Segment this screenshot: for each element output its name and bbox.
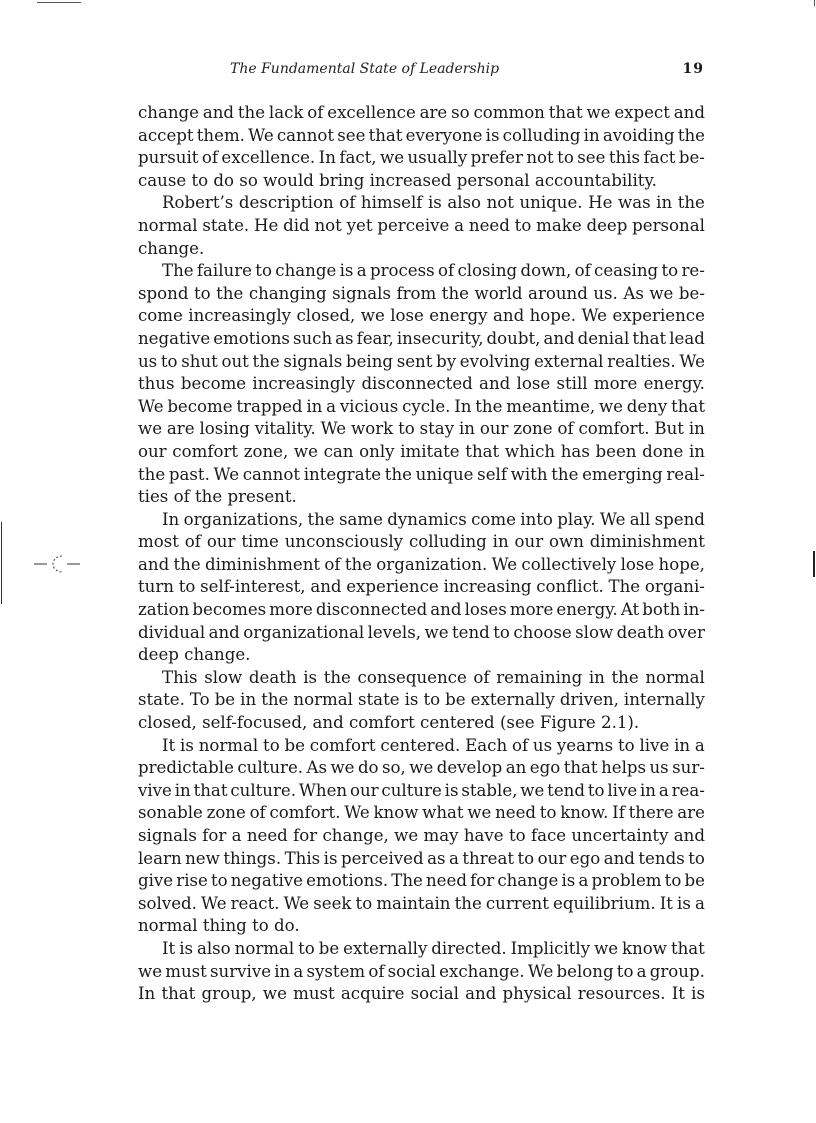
binding-bar-right <box>813 551 815 577</box>
text-line: deep change. <box>138 645 251 665</box>
text-line: Robert’s description of himself is also not unique. He was in the <box>162 193 705 213</box>
text-line: predictable culture. As we do so, we develop an ego that helps us sur- <box>138 758 705 778</box>
text-line: In organizations, the same dynamics come into play. We all spend <box>162 509 705 529</box>
text-line: We become trapped in a vicious cycle. In the meantime, we deny that <box>138 396 705 416</box>
text-line: accept them. We cannot see that everyone is colluding in avoiding the <box>138 125 705 145</box>
text-line: negative emotions such as fear, insecurity, doubt, and denial that lead <box>138 328 705 348</box>
text-line: state. To be in the normal state is to be externally driven, internally <box>138 690 705 710</box>
text-line: most of our time unconsciously colluding in our own diminishment <box>138 532 705 552</box>
text-line: sonable zone of comfort. We know what we need to know. If there are <box>138 803 705 823</box>
text-line: It is normal to be comfort centered. Each of us yearns to live in a <box>162 735 705 755</box>
text-line: learn new things. This is perceived as a threat to our ego and tends to <box>138 848 705 868</box>
text-line: ties of the present. <box>138 487 297 507</box>
text-line: change. <box>138 238 205 258</box>
text-line: closed, self-focused, and comfort centered (see Figure 2.1). <box>138 713 640 733</box>
text-line: normal state. He did not yet perceive a need to make deep personal <box>138 215 705 235</box>
text-line: spond to the changing signals from the world around us. As we be- <box>138 283 705 303</box>
text-line: give rise to negative emotions. The need for change is a problem to be <box>138 871 705 891</box>
crop-mark-top-right <box>814 0 815 6</box>
text-line: dividual and organizational levels, we tend to choose slow death over <box>138 622 705 642</box>
running-title: The Fundamental State of Leadership <box>230 61 500 77</box>
text-line: we are losing vitality. We work to stay in our zone of comfort. But in <box>138 419 705 439</box>
text-line: and the diminishment of the organization. We collectively lose hope, <box>138 554 705 574</box>
text-line: cause to do so would bring increased personal accountability. <box>138 170 657 190</box>
text-line: thus become increasingly disconnected and lose still more energy. <box>138 374 705 394</box>
text-line: turn to self-interest, and experience increasing conflict. The organi- <box>138 577 705 597</box>
text-line: vive in that culture. When our culture is stable, we tend to live in a rea- <box>138 780 705 800</box>
text-line: come increasingly closed, we lose energy and hope. We experience <box>138 306 705 326</box>
text-line: It is also normal to be externally directed. Implicitly we know that <box>162 938 705 958</box>
text-line: our comfort zone, we can only imitate that which has been done in <box>138 441 705 461</box>
text-line: normal thing to do. <box>138 916 300 936</box>
text-line: The failure to change is a process of closing down, of ceasing to re- <box>162 261 705 281</box>
registration-mark-icon <box>34 551 80 577</box>
text-line: zation becomes more disconnected and loses more energy. At both in- <box>138 600 705 620</box>
crop-mark-top-left <box>37 2 81 3</box>
body-text <box>138 102 705 1006</box>
text-line: we must survive in a system of social exchange. We belong to a group. <box>138 961 705 981</box>
text-line: the past. We cannot integrate the unique self with the emerging real- <box>138 464 705 484</box>
text-line: change and the lack of excellence are so common that we expect and <box>138 103 705 122</box>
page-header <box>138 61 706 81</box>
text-line: solved. We react. We seek to maintain the current equilibrium. It is a <box>138 893 705 913</box>
text-line: In that group, we must acquire social and physical resources. It is <box>138 984 705 1004</box>
text-line: us to shut out the signals being sent by evolving external realties. We <box>138 351 705 371</box>
text-line: pursuit of excellence. In fact, we usually prefer not to see this fact be- <box>138 148 705 168</box>
text-line: This slow death is the consequence of remaining in the normal <box>162 667 705 687</box>
text-line: signals for a need for change, we may have to face uncertainty and <box>138 826 705 845</box>
page-number: 19 <box>682 61 704 77</box>
binding-bar-left <box>1 522 2 604</box>
